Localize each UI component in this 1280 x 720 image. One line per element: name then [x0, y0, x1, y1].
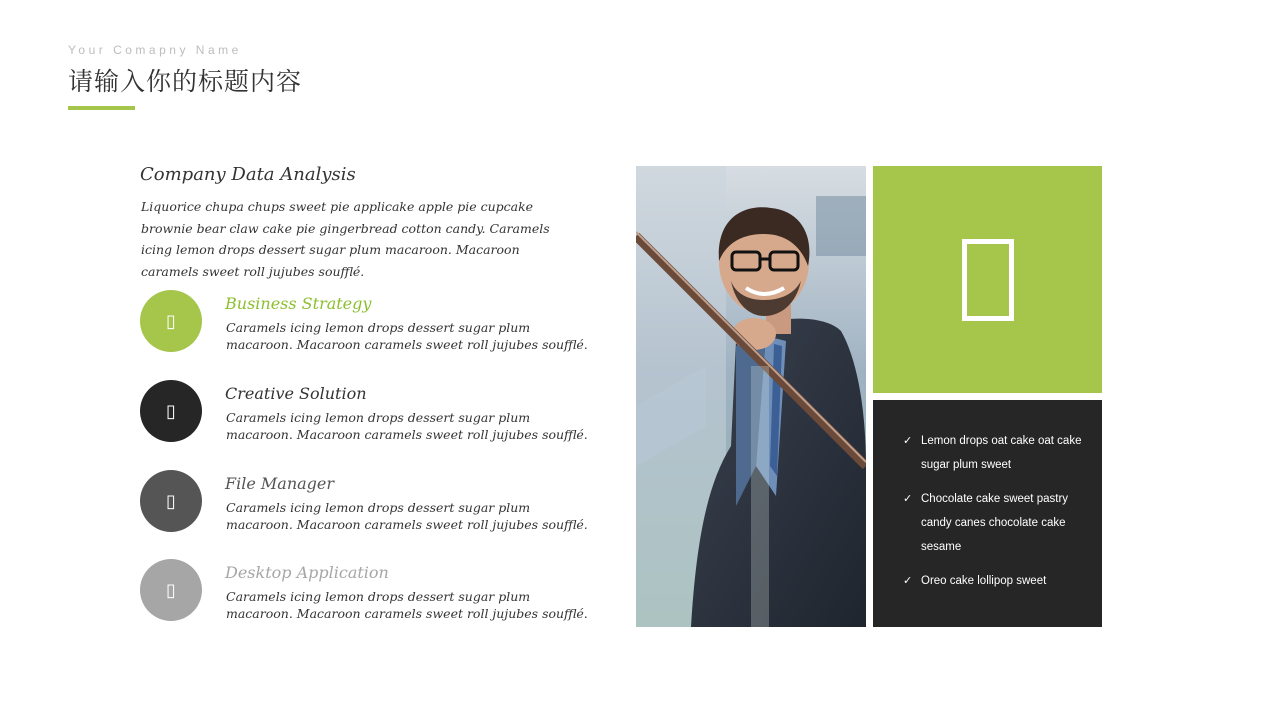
businessman-photo — [636, 166, 866, 627]
item-title: Business Strategy — [225, 294, 372, 313]
feature-item-desktop-application — [140, 559, 590, 621]
placeholder-icon: ▯ — [140, 470, 202, 532]
check-icon: ✓ — [903, 493, 913, 505]
item-title: Creative Solution — [225, 384, 367, 403]
checklist-item-text: Chocolate cake sweet pastry candy canes chocolate cake sesame — [921, 493, 1069, 553]
item-description: Caramels icing lemon drops dessert sugar plum macaroon. Macaroon caramels sweet roll jujubes soufflé. — [226, 589, 588, 621]
checklist-item-text: Lemon drops oat cake oat cake sugar plum sweet — [921, 435, 1082, 471]
item-description: Caramels icing lemon drops dessert sugar plum macaroon. Macaroon caramels sweet roll jujubes soufflé. — [226, 320, 588, 352]
feature-item-file-manager — [140, 470, 590, 532]
item-title: Desktop Application — [225, 563, 389, 582]
checklist-panel — [873, 400, 1102, 627]
placeholder-icon: ▯ — [140, 380, 202, 442]
checklist-item — [903, 429, 1093, 477]
placeholder-icon: ▯ — [140, 559, 202, 621]
feature-item-business-strategy — [140, 290, 590, 352]
check-icon: ✓ — [903, 575, 913, 587]
photo-illustration — [636, 166, 866, 627]
intro-text: Liquorice chupa chups sweet pie applicake apple pie cupcake brownie bear claw cake pie gingerbread cotton candy. Caramels icing lemon drops dessert sugar plum macaroon. Macaroon caramels sweet roll jujubes soufflé. — [141, 199, 550, 279]
placeholder-icon: ▯ — [140, 290, 202, 352]
company-name: Your Comapny Name — [68, 43, 242, 57]
checklist-item — [903, 487, 1093, 559]
check-icon: ✓ — [903, 435, 913, 447]
page-title: 请输入你的标题内容 — [68, 67, 303, 96]
checklist-item — [903, 569, 1093, 593]
checklist-item-text: Oreo cake lollipop sweet — [921, 575, 1047, 587]
item-description: Caramels icing lemon drops dessert sugar plum macaroon. Macaroon caramels sweet roll jujubes soufflé. — [226, 410, 588, 442]
item-title: File Manager — [225, 474, 335, 493]
section-heading: Company Data Analysis — [140, 164, 356, 185]
checklist — [903, 429, 1093, 603]
feature-box — [873, 166, 1102, 393]
title-underline — [68, 106, 135, 110]
feature-item-creative-solution — [140, 380, 590, 442]
item-description: Caramels icing lemon drops dessert sugar plum macaroon. Macaroon caramels sweet roll jujubes soufflé. — [226, 500, 588, 532]
placeholder-icon — [962, 239, 1014, 321]
